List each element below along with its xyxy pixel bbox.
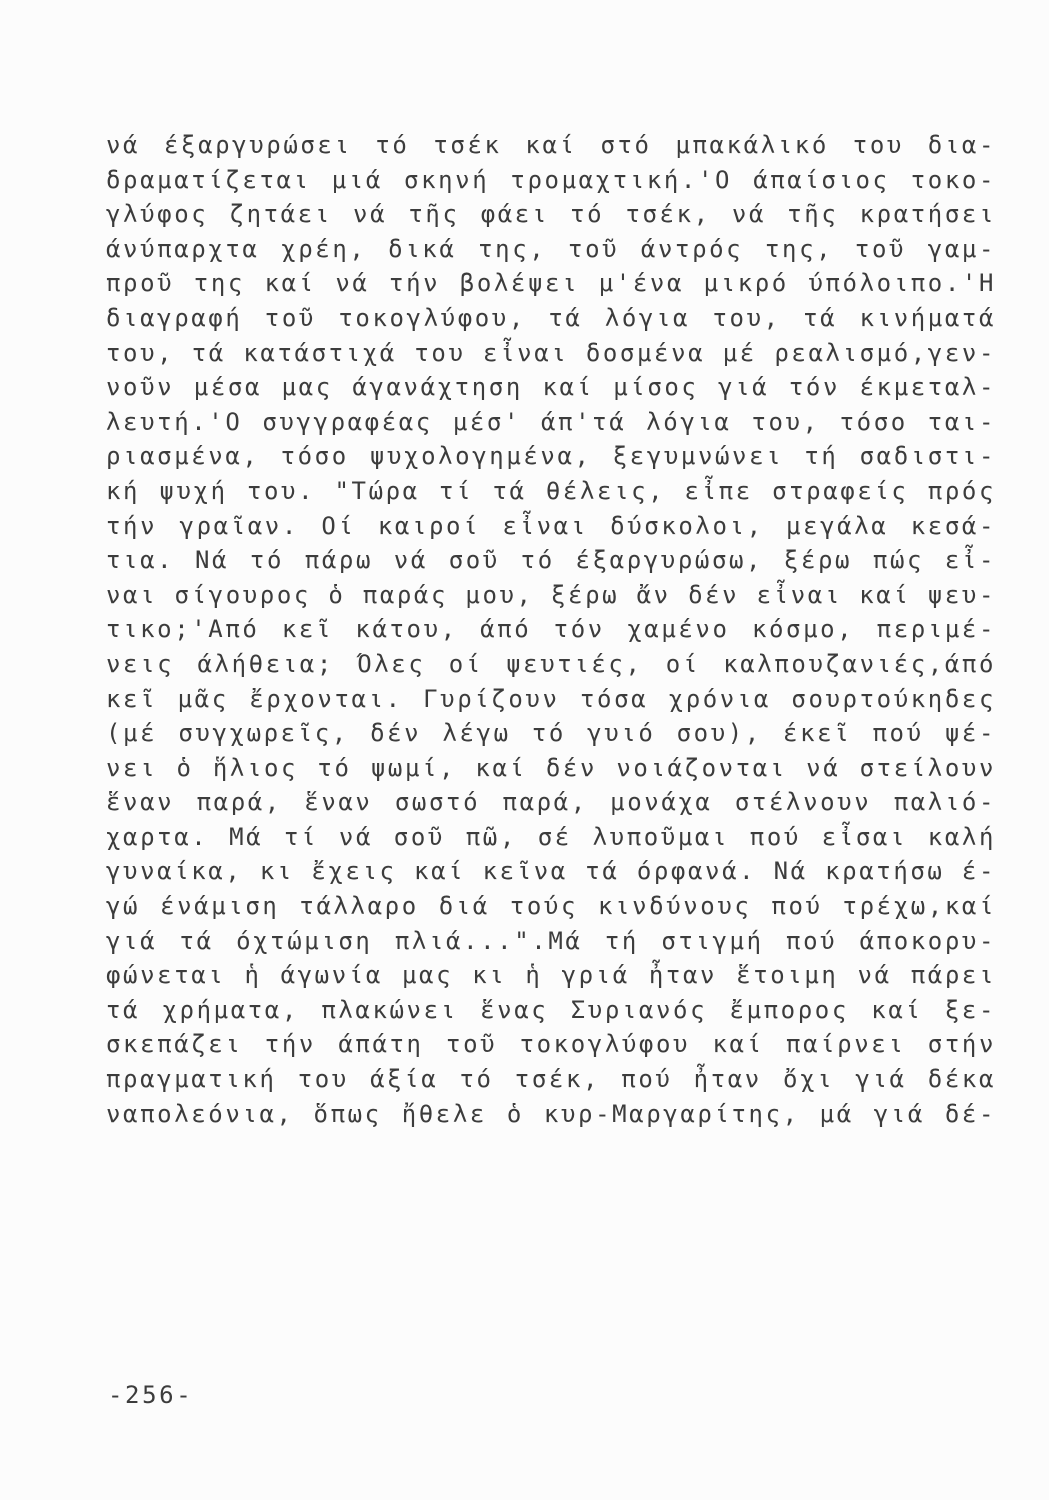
text-line: ναπολεόνια, ὅπως ἤθελε ὁ κυρ-Μαργαρίτης, μά γιά δέ- (106, 1099, 996, 1128)
body-text (106, 128, 996, 1131)
text-line: κή ψυχή του. "Τώρα τί τά θέλεις, εἶπε στραφείς πρός (106, 476, 996, 505)
text-line: σκεπάζει τήν άπάτη τοῦ τοκογλύφου καί παίρνει στήν (106, 1030, 996, 1059)
text-line: φώνεται ἡ άγωνία μας κι ἡ γριά ἦταν ἕτοιμη νά πάρει (106, 961, 996, 990)
text-line: ριασμένα, τόσο ψυχολογημένα, ξεγυμνώνει τή σαδιστι- (106, 442, 996, 471)
text-line: γώ ένάμιση τάλλαρο διά τούς κινδύνους πού τρέχω,καί (106, 892, 996, 921)
text-line: νεις άλήθεια; Όλες οί ψευτιές, οί καλπουζανιές,άπό (106, 649, 996, 678)
page-number: -256- (108, 1381, 194, 1409)
text-line: νοῦν μέσα μας άγανάχτηση καί μίσος γιά τόν έκμεταλ- (106, 373, 996, 402)
text-line: πραγματική του άξία τό τσέκ, πού ἦταν ὄχι γιά δέκα (106, 1065, 996, 1094)
text-line: δραματίζεται μιά σκηνή τρομαχτική.'Ο άπαίσιος τοκο- (106, 165, 996, 194)
text-line: τά χρήματα, πλακώνει ἕνας Συριανός ἔμπορος καί ξε- (106, 995, 996, 1024)
text-line: χαρτα. Μά τί νά σοῦ πῶ, σέ λυποῦμαι πού εἶσαι καλή (106, 822, 996, 851)
text-line: νει ὁ ἥλιος τό ψωμί, καί δέν νοιάζονται νά στείλουν (106, 753, 996, 782)
text-line: τια. Νά τό πάρω νά σοῦ τό έξαργυρώσω, ξέρω πώς εἶ- (106, 546, 996, 575)
text-line: ἕναν παρά, ἕναν σωστό παρά, μονάχα στέλνουν παλιό- (106, 788, 996, 817)
text-line: γυναίκα, κι ἔχεις καί κεῖνα τά όρφανά. Νά κρατήσω έ- (106, 857, 996, 886)
text-line: νά έξαργυρώσει τό τσέκ καί στό μπακάλικό του δια- (106, 131, 996, 159)
text-line: λευτή.'Ο συγγραφέας μέσ' άπ'τά λόγια του, τόσο ται- (106, 407, 996, 436)
text-line: διαγραφή τοῦ τοκογλύφου, τά λόγια του, τά κινήματά (106, 303, 996, 332)
text-line: (μέ συγχωρεῖς, δέν λέγω τό γυιό σου), έκεῖ πού ψέ- (106, 719, 996, 748)
text-line: προῦ της καί νά τήν βολέψει μ'ένα μικρό ύπόλοιπο.'Η (106, 269, 996, 298)
text-line: άνύπαρχτα χρέη, δικά της, τοῦ άντρός της, τοῦ γαμ- (106, 234, 996, 263)
text-line: τικο;'Από κεῖ κάτου, άπό τόν χαμένο κόσμο, περιμέ- (106, 615, 996, 644)
text-line: κεῖ μᾶς ἔρχονται. Γυρίζουν τόσα χρόνια σουρτούκηδες (106, 684, 996, 713)
text-line: του, τά κατάστιχά του εἶναι δοσμένα μέ ρεαλισμό,γεν- (106, 338, 996, 367)
text-line: γλύφος ζητάει νά τῆς φάει τό τσέκ, νά τῆς κρατήσει (106, 200, 996, 229)
text-line: ναι σίγουρος ὁ παράς μου, ξέρω ἄν δέν εἶναι καί ψευ- (106, 580, 996, 609)
text-line: γιά τά όχτώμιση πλιά...".Μά τή στιγμή πού άποκορυ- (106, 926, 996, 955)
text-line: τήν γραῖαν. Οί καιροί εἶναι δύσκολοι, μεγάλα κεσά- (106, 511, 996, 540)
